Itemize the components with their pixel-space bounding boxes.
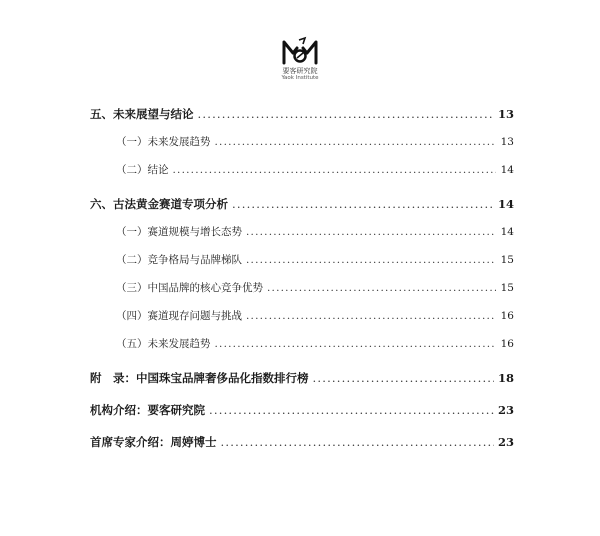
toc-entry-page: 23 (497, 403, 514, 417)
toc-entry-title: 首席专家介绍：周婷博士 (90, 435, 217, 449)
toc-entry-title: （三）中国品牌的核心竞争优势 (116, 282, 263, 294)
toc-entry[interactable] (90, 194, 514, 214)
institute-logo (276, 36, 324, 92)
toc-entry[interactable] (90, 368, 514, 388)
toc-entry-title: （一）未来发展趋势 (116, 136, 211, 148)
toc-entry-title: 五、未来展望与结论 (90, 107, 194, 121)
toc-entry[interactable] (116, 250, 514, 270)
toc-entry-page: 15 (500, 254, 514, 266)
logo-name-cn: 要客研究院 (282, 67, 318, 75)
toc-entry[interactable] (116, 334, 514, 354)
toc-entry-title: （五）未来发展趋势 (116, 338, 211, 350)
yaok-logo-icon (280, 36, 320, 66)
toc-entry-title: （二）竞争格局与品牌梯队 (116, 254, 242, 266)
toc-entry-title: 附 录：中国珠宝品牌奢侈品化指数排行榜 (90, 371, 309, 385)
toc-entry[interactable] (90, 432, 514, 452)
toc-entry[interactable] (116, 222, 514, 242)
toc-entry-page: 14 (500, 164, 514, 176)
toc-leader-dots (173, 160, 497, 180)
toc-entry-page: 13 (497, 107, 514, 121)
toc-leader-dots (215, 132, 497, 152)
toc-entry-page: 14 (497, 197, 514, 211)
toc-entry[interactable] (116, 132, 514, 152)
toc-entry-page: 14 (500, 226, 514, 238)
toc-entry-title: 六、古法黄金赛道专项分析 (90, 197, 228, 211)
toc-entry-page: 15 (500, 282, 514, 294)
toc-entry-title: （四）赛道现存问题与挑战 (116, 310, 242, 322)
toc-entry[interactable] (90, 400, 514, 420)
toc-leader-dots (221, 432, 494, 452)
toc-leader-dots (267, 278, 496, 298)
toc-entry[interactable] (116, 306, 514, 326)
toc-leader-dots (246, 222, 496, 242)
toc-leader-dots (198, 104, 494, 124)
toc-leader-dots (215, 334, 497, 354)
toc-entry-page: 18 (497, 371, 514, 385)
toc-entry[interactable] (90, 104, 514, 124)
toc-entry-page: 16 (500, 310, 514, 322)
logo-name-en: Yaok Institute (281, 75, 319, 81)
toc-leader-dots (209, 400, 494, 420)
toc-entry-page: 23 (497, 435, 514, 449)
toc-leader-dots (232, 194, 494, 214)
toc-entry[interactable] (116, 278, 514, 298)
toc-entry-page: 16 (500, 338, 514, 350)
toc-entry-title: （二）结论 (116, 164, 169, 176)
toc-entry-page: 13 (500, 136, 514, 148)
toc-leader-dots (246, 250, 496, 270)
toc-leader-dots (313, 368, 494, 388)
toc-leader-dots (246, 306, 496, 326)
toc-entry-title: 机构介绍：要客研究院 (90, 403, 205, 417)
toc-entry[interactable] (116, 160, 514, 180)
toc-entry-title: （一）赛道规模与增长态势 (116, 226, 242, 238)
